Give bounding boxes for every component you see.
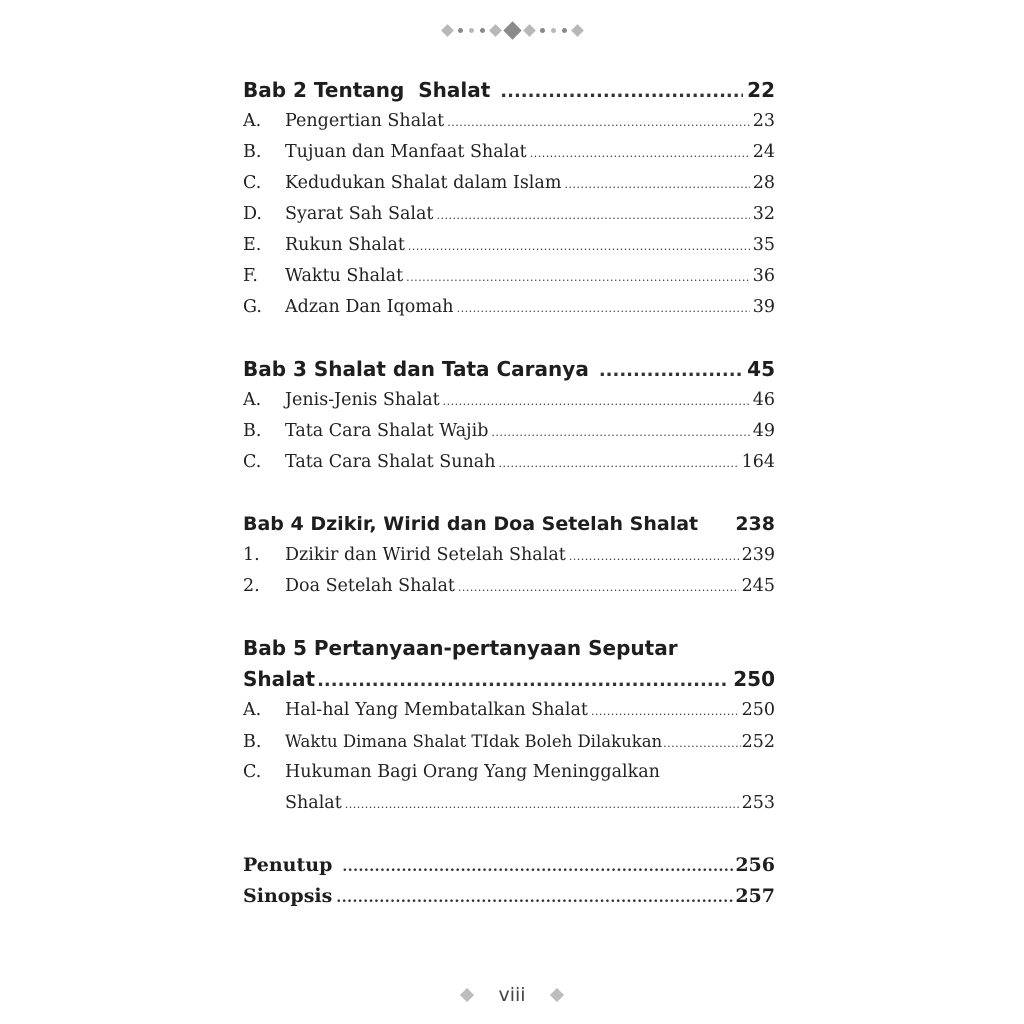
chapter-page: 238: [735, 513, 775, 535]
entry-page: 24: [752, 142, 775, 162]
chapter-heading[interactable]: [243, 75, 775, 106]
toc-entry[interactable]: [243, 416, 775, 447]
dot-ornament-icon: [540, 28, 545, 33]
entry-title: Doa Setelah Shalat: [285, 576, 455, 596]
chapter-title: Bab 3 Shalat dan Tata Caranya: [243, 357, 589, 381]
entry-marker: B.: [243, 142, 262, 162]
entry-page: 32: [752, 204, 775, 224]
chapter-page: 22: [747, 78, 775, 102]
chapter-page: 250: [733, 667, 775, 691]
spacer: [243, 602, 775, 633]
entry-title: Tata Cara Shalat Sunah: [285, 452, 496, 472]
entry-title: Jenis-Jenis Shalat: [285, 390, 440, 410]
closing-page: 257: [735, 885, 775, 907]
top-ornament: [0, 18, 1024, 42]
entry-marker: C.: [243, 173, 262, 193]
dot-leader: [457, 293, 750, 324]
chapter-title-cont: Shalat: [243, 667, 316, 691]
entry-marker: B.: [243, 732, 262, 752]
entry-marker: C.: [243, 762, 262, 782]
entry-title: Hal-hal Yang Membatalkan Shalat: [285, 700, 588, 720]
diamond-ornament-icon: [549, 988, 563, 1002]
closing-title: Penutup: [243, 854, 333, 876]
dot-ornament-icon: [458, 28, 463, 33]
spacer: [243, 478, 775, 509]
dot-leader: [564, 169, 749, 200]
toc-entry[interactable]: [243, 385, 775, 416]
chapter-heading[interactable]: [243, 354, 775, 385]
entry-title: Hukuman Bagi Orang Yang Meninggalkan: [285, 762, 660, 782]
toc-entry-line2[interactable]: [243, 788, 775, 819]
entry-marker: F.: [243, 266, 258, 286]
entry-page: 239: [741, 545, 775, 565]
entry-marker: C.: [243, 452, 262, 472]
entry-marker: B.: [243, 421, 262, 441]
entry-page: 23: [752, 111, 775, 131]
dot-leader: [317, 665, 729, 696]
dot-leader: [663, 728, 740, 759]
entry-title: Syarat Sah Salat: [285, 204, 434, 224]
page-footer: [0, 980, 1024, 1010]
entry-page: 35: [752, 235, 775, 255]
dot-leader: [500, 76, 743, 107]
entry-page: 36: [752, 266, 775, 286]
closing-entry[interactable]: [243, 850, 775, 881]
dot-leader: [408, 231, 750, 262]
entry-title: Dzikir dan Wirid Setelah Shalat: [285, 545, 566, 565]
toc-entry[interactable]: [243, 106, 775, 137]
dot-leader: [447, 107, 750, 138]
spacer: [243, 323, 775, 354]
entry-title: Pengertian Shalat: [285, 111, 445, 131]
toc-entry[interactable]: [243, 726, 775, 757]
entry-title: Tujuan dan Manfaat Shalat: [285, 142, 527, 162]
entry-title: Waktu Dimana Shalat TIdak Boleh Dilakukan: [285, 732, 663, 751]
dot-ornament-icon: [551, 28, 556, 33]
dot-ornament-icon: [469, 28, 474, 33]
chapter-title: Bab 5 Pertanyaan-pertanyaan Seputar: [243, 636, 678, 660]
entry-page: 49: [752, 421, 775, 441]
entry-marker: D.: [243, 204, 262, 224]
chapter-heading[interactable]: [243, 509, 775, 540]
toc-entry[interactable]: [243, 695, 775, 726]
diamond-ornament-icon: [489, 24, 502, 37]
entry-title: Waktu Shalat: [285, 266, 404, 286]
entry-page: 164: [741, 452, 775, 472]
closing-title: Sinopsis: [243, 885, 333, 907]
table-of-contents: [243, 75, 775, 912]
dot-leader: [499, 448, 739, 479]
entry-page: 250: [741, 700, 775, 720]
page-number: viii: [498, 984, 526, 1006]
dot-leader: [530, 138, 750, 169]
diamond-ornament-icon: [441, 24, 454, 37]
entry-marker: E.: [243, 235, 262, 255]
entry-marker: A.: [243, 700, 262, 720]
diamond-ornament-icon: [571, 24, 584, 37]
toc-entry[interactable]: [243, 447, 775, 478]
dot-ornament-icon: [480, 28, 485, 33]
entry-page: 245: [741, 576, 775, 596]
closing-page: 256: [735, 854, 775, 876]
dot-leader: [458, 572, 739, 603]
toc-entry[interactable]: [243, 261, 775, 292]
entry-page: 28: [752, 173, 775, 193]
entry-marker: A.: [243, 390, 262, 410]
chapter-title: Bab 2 Tentang Shalat: [243, 78, 491, 102]
chapter-heading-line2[interactable]: [243, 664, 775, 695]
dot-leader: [569, 541, 739, 572]
dot-leader: [406, 262, 750, 293]
entry-marker: G.: [243, 297, 262, 317]
toc-entry[interactable]: [243, 292, 775, 323]
toc-entry[interactable]: [243, 168, 775, 199]
toc-entry[interactable]: [243, 230, 775, 261]
dot-leader: [443, 386, 750, 417]
dot-leader: [599, 355, 743, 386]
entry-title: Rukun Shalat: [285, 235, 405, 255]
spacer: [243, 819, 775, 850]
dot-leader: [591, 696, 739, 727]
toc-entry[interactable]: [243, 199, 775, 230]
entry-page: 253: [741, 793, 775, 813]
chapter-heading-line1[interactable]: [243, 633, 775, 664]
dot-leader: [336, 883, 733, 914]
entry-marker: 2.: [243, 576, 260, 596]
toc-entry[interactable]: [243, 540, 775, 571]
entry-page: 252: [741, 732, 775, 752]
dot-leader: [491, 417, 749, 448]
entry-marker: A.: [243, 111, 262, 131]
dot-leader: [345, 789, 739, 820]
dot-leader: [342, 852, 733, 883]
entry-title: Adzan Dan Iqomah: [285, 297, 454, 317]
diamond-ornament-icon: [523, 24, 536, 37]
entry-title: Kedudukan Shalat dalam Islam: [285, 173, 562, 193]
entry-title: Tata Cara Shalat Wajib: [285, 421, 489, 441]
entry-title-cont: Shalat: [285, 793, 342, 813]
toc-entry-line1[interactable]: [243, 757, 775, 788]
toc-entry[interactable]: [243, 571, 775, 602]
entry-marker: 1.: [243, 545, 260, 565]
dot-leader: [436, 200, 749, 231]
center-diamond-ornament-icon: [503, 21, 521, 39]
closing-entry[interactable]: [243, 881, 775, 912]
dot-ornament-icon: [562, 28, 567, 33]
diamond-ornament-icon: [460, 988, 474, 1002]
chapter-page: 45: [747, 357, 775, 381]
chapter-title: Bab 4 Dzikir, Wirid dan Doa Setelah Shalat: [243, 513, 699, 535]
entry-page: 46: [752, 390, 775, 410]
toc-entry[interactable]: [243, 137, 775, 168]
entry-page: 39: [752, 297, 775, 317]
